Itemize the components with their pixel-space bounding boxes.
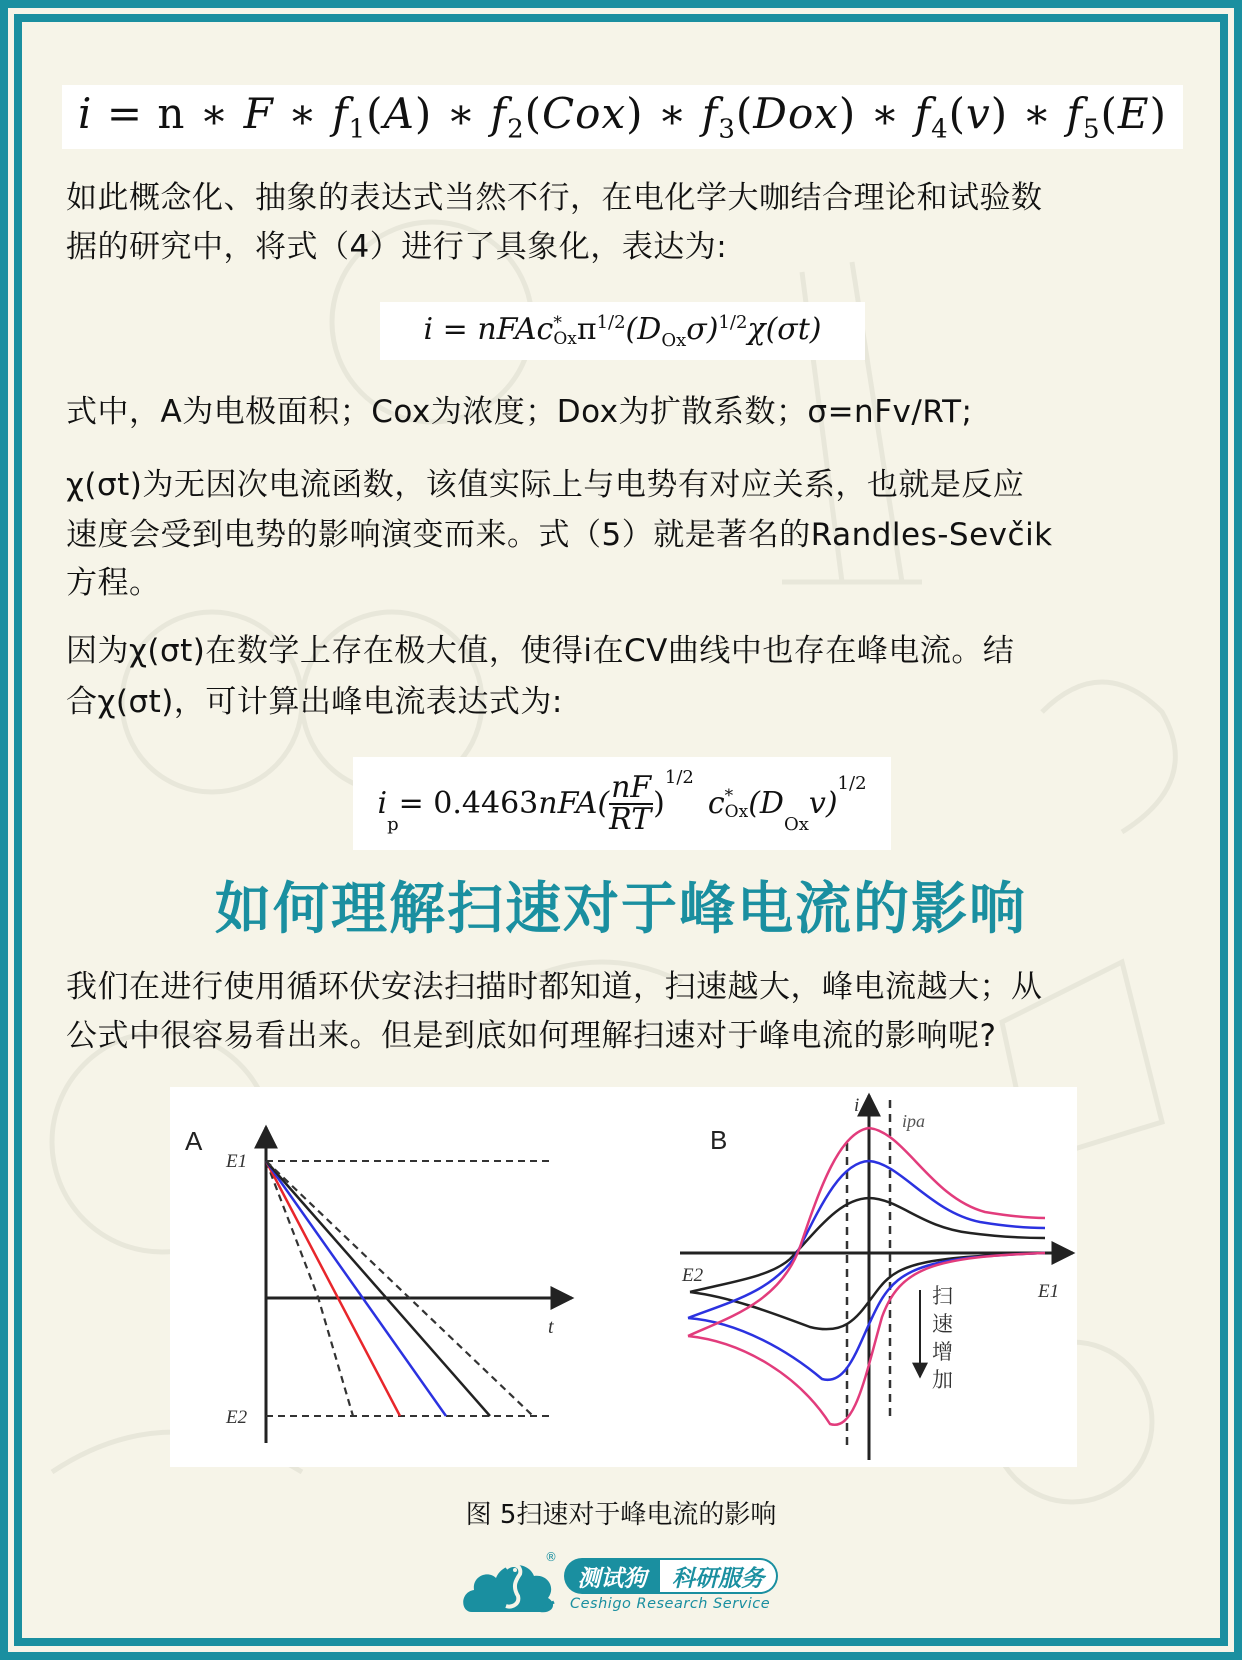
formula-superscript: * (553, 312, 562, 333)
paragraph-line: 方程。 (66, 565, 161, 601)
formula-symbol: ) (1149, 89, 1167, 139)
e2-label-b: E2 (682, 1265, 704, 1286)
registered-mark: ® (545, 1550, 557, 1564)
formula-symbol: ( (735, 89, 754, 139)
formula-subscript: 3 (718, 114, 736, 145)
formula-subscript: Ox (661, 329, 687, 351)
formula-symbol: f (332, 89, 349, 139)
formula-superscript: 1/2 (837, 772, 867, 794)
scan-rate-increase-text: 扫 (932, 1284, 953, 1308)
brand-en: Ceshigo Research Service (570, 1596, 771, 1612)
e1-label: E1 (226, 1151, 248, 1172)
formula-symbol: Dox (753, 89, 839, 139)
formula-symbol: ( (524, 89, 543, 139)
paragraph-line: 因为χ(σt)在数学上存在极大值，使得i在CV曲线中也存在峰电流。结 (66, 633, 1015, 669)
scan-rate-increase-text: 增 (932, 1340, 953, 1364)
panel-a-chart (266, 1127, 572, 1443)
formula-subscript: 4 (931, 114, 949, 145)
e2-label: E2 (226, 1407, 248, 1428)
formula-symbol: c (707, 786, 725, 821)
formula-symbol: π (576, 311, 597, 347)
formula-symbol: f (914, 89, 932, 139)
panel-b-chart (680, 1095, 1073, 1460)
ceshigo-logo (462, 1552, 782, 1618)
formula-symbol: ) ∗ (414, 89, 491, 139)
formula-symbol: ) ∗ (990, 89, 1067, 139)
panel-b-label: B (710, 1125, 728, 1155)
formula-symbol: = (442, 311, 468, 347)
formula-symbol: Cox (542, 89, 627, 139)
formula-symbol: f (1066, 89, 1083, 139)
formula-symbol: = 0.4463 (398, 786, 539, 821)
figure-svg (170, 1087, 1077, 1467)
formula-symbol: F (243, 89, 274, 139)
formula-subscript: 5 (1082, 114, 1101, 145)
e1-label-b: E1 (1038, 1281, 1060, 1302)
formula-symbol: f (490, 89, 508, 139)
paragraph-line: 合χ(σt)，可计算出峰电流表达式为: (66, 684, 563, 720)
formula-symbol: v) (808, 786, 838, 821)
formula-superscript: 1/2 (596, 311, 626, 333)
formula-randles-sevcik-chi (380, 302, 865, 360)
formula-symbol: (D (625, 311, 662, 347)
formula-denominator: RT (609, 801, 652, 837)
formula-symbol: A (383, 89, 415, 139)
formula-symbol: v (966, 89, 991, 139)
paragraph-line: 公式中很容易看出来。但是到底如何理解扫速对于峰电流的影响呢? (66, 1018, 997, 1054)
section-heading: 如何理解扫速对于峰电流的影响 (215, 877, 1027, 942)
formula-symbol: ( (948, 89, 967, 139)
formula-symbol: ) ∗ (838, 89, 915, 139)
formula-subscript: Ox (724, 801, 749, 822)
figure-caption: 图 5扫速对于峰电流的影响 (465, 1500, 777, 1530)
formula-general-current (62, 85, 1183, 149)
formula-symbol: nFA( (538, 786, 610, 821)
formula-symbol: ( (1100, 89, 1118, 139)
formula-symbol: = n ∗ (92, 89, 244, 139)
figure-scan-rate-effect (170, 1087, 1077, 1467)
formula-peak-current (353, 757, 891, 850)
formula-symbol: χ(σt) (747, 311, 822, 347)
formula-symbol: (D (748, 786, 784, 821)
cloud-mascot-icon (462, 1556, 558, 1614)
formula-subscript: Ox (553, 328, 577, 349)
formula-symbol: ) ∗ (626, 89, 702, 139)
formula-symbol: ∗ (273, 89, 333, 139)
formula-symbol: i (78, 89, 93, 139)
paragraph-line: 我们在进行使用循环伏安法扫描时都知道，扫速越大，峰电流越大；从 (66, 969, 1043, 1005)
formula-symbol: σ) (686, 311, 719, 347)
service-cn: 科研服务 (660, 1558, 778, 1594)
scan-rate-increase-text: 速 (932, 1312, 953, 1336)
formula-subscript: 1 (348, 114, 367, 145)
panel-a-label: A (185, 1126, 203, 1156)
brand-cn: 测试狗 (564, 1558, 660, 1594)
formula-symbol: E (1117, 89, 1150, 139)
paragraph-line: 式中，A为电极面积；Cox为浓度；Dox为扩散系数；σ=nFv/RT; (66, 394, 973, 430)
formula-symbol: ( (366, 89, 384, 139)
formula-superscript: 1/2 (718, 311, 748, 333)
formula-superscript: * (724, 785, 734, 806)
i-axis-label: i (854, 1095, 860, 1116)
formula-symbol: f (701, 89, 719, 139)
formula-symbol: ) (653, 786, 665, 821)
formula-symbol: i (377, 786, 388, 821)
paragraph-line: 速度会受到电势的影响演变而来。式（5）就是著名的Randles-Sevčik (66, 517, 1053, 553)
formula-superscript: 1/2 (664, 766, 694, 788)
paragraph-line: 据的研究中，将式（4）进行了具象化，表达为: (66, 229, 728, 265)
scan-rate-increase-text: 加 (932, 1368, 953, 1392)
formula-symbol: nFAc (477, 311, 554, 347)
paragraph-line: χ(σt)为无因次电流函数，该值实际上与电势有对应关系，也就是反应 (66, 467, 1025, 503)
paragraph-line: 如此概念化、抽象的表达式当然不行，在电化学大咖结合理论和试验数 (66, 180, 1043, 216)
t-axis-label: t (548, 1316, 554, 1338)
formula-numerator: nF (611, 769, 652, 805)
formula-subscript: p (387, 813, 399, 835)
ipa-label: ipa (902, 1111, 926, 1131)
formula-subscript: 2 (507, 114, 525, 145)
formula-symbol: i (423, 311, 434, 347)
formula-subscript: Ox (783, 813, 809, 835)
